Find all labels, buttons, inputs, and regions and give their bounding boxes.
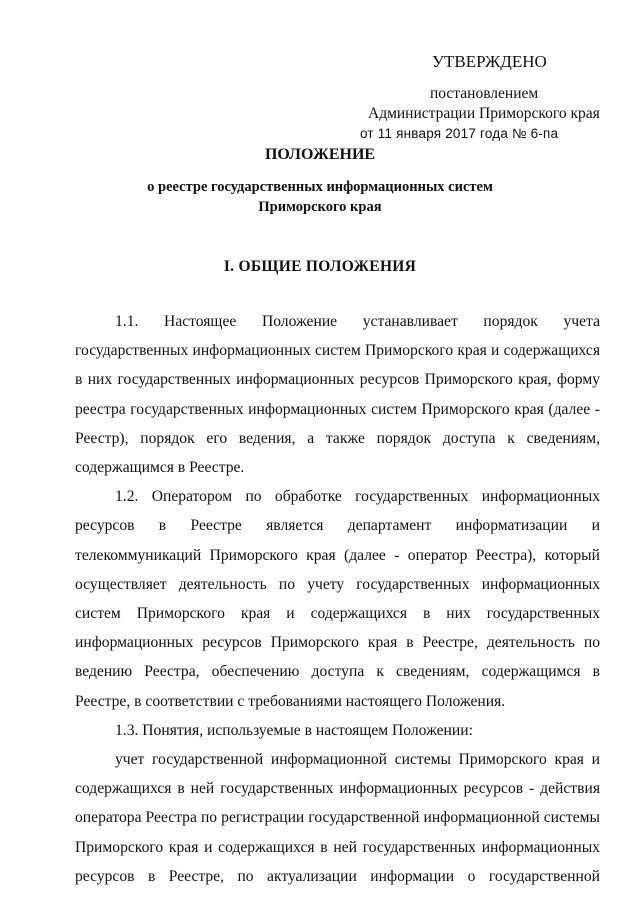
document-title: ПОЛОЖЕНИЕ — [264, 146, 376, 163]
section-title: I. ОБЩИЕ ПОЛОЖЕНИЯ — [223, 258, 417, 275]
paragraph-1-2: 1.2. Оператором по обработке государственных информационных ресурсов в Реестре является департамент информатизации и телекоммуникаций Приморского края (далее - оператор Реестра), который осуществляет деятельность по учету государственных информационных систем Приморского края и содержащихся в них государственных информационных ресурсов Приморского края в Реестре, деятельность по ведению Реестра, обеспечению доступа к сведениям, содержащимся в Реестре, в соответствии с требованиями настоящего Положения. — [75, 488, 600, 710]
approval-heading: УТВЕРЖДЕНО — [432, 52, 547, 71]
document-subtitle-line-1: о реестре государственных информационных систем — [147, 179, 493, 195]
document-body — [75, 307, 600, 891]
document-subtitle — [0, 177, 640, 217]
approval-by-line: постановлением — [430, 85, 539, 102]
approval-authority-line: Администрации Приморского края — [368, 105, 600, 122]
paragraph-1-3: 1.3. Понятия, используемые в настоящем Положении: — [115, 721, 473, 739]
paragraph-definition: учет государственной информационной системы Приморского края и содержащихся в ней государственных информационных ресурсов - действия оператора Реестра по регистрации государственной информационной системы Приморского края и содержащихся в ней государственных информационных ресурсов в Реестре, по актуализации информации о государственной — [75, 751, 600, 885]
paragraph-1-1: 1.1. Настоящее Положение устанавливает порядок учета государственных информационных систем Приморского края и содержащихся в них государственных информационных ресурсов Приморского края, форму реестра государственных информационных систем Приморского края (далее - Реестр), порядок его ведения, а также порядок доступа к сведениям, содержащимся в Реестре. — [75, 313, 600, 477]
document-subtitle-line-2: Приморского края — [258, 199, 382, 215]
approval-date-line: от 11 января 2017 года № 6-па — [360, 126, 559, 141]
